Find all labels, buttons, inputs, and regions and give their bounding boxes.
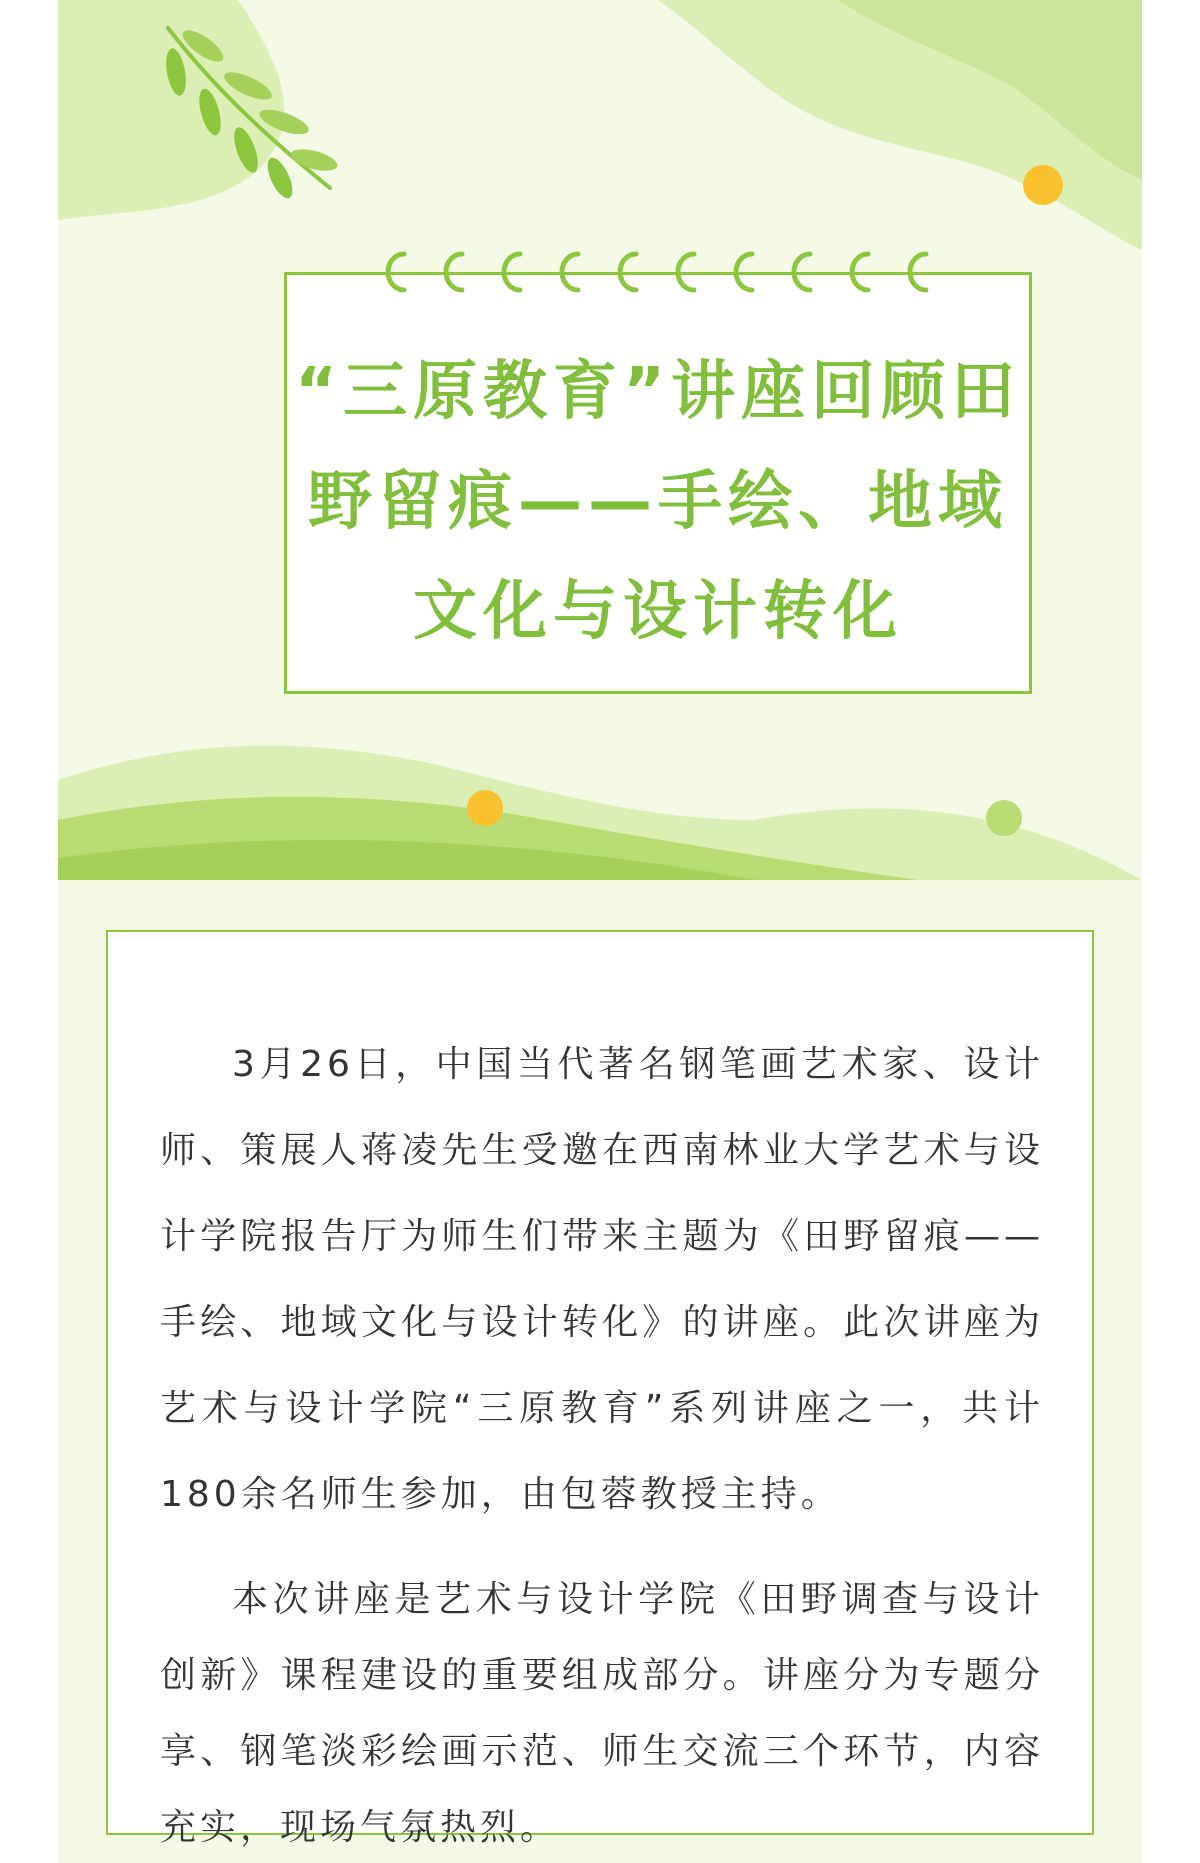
notebook-ring-icon xyxy=(374,244,954,296)
article-paragraph: 本次讲座是艺术与设计学院《田野调查与设计创新》课程建设的重要组成部分。讲座分为专题分享、钢笔淡彩绘画示范、师生交流三个环节，内容充实，现场气氛热烈。 xyxy=(160,1579,1044,1848)
title-card xyxy=(284,272,1032,694)
sun-icon xyxy=(1023,165,1063,205)
header-banner xyxy=(58,0,1142,880)
sun-icon xyxy=(467,790,503,826)
page-title: “三原教育”讲座回顾田野留痕——手绘、地域文化与设计转化 xyxy=(294,355,1022,649)
article-card xyxy=(106,930,1094,1848)
article-paragraph: 3月26日，中国当代著名钢笔画艺术家、设计师、策展人蒋凌先生受邀在西南林业大学艺术与设计学院报告厅为师生们带来主题为《田野留痕——手绘、地域文化与设计转化》的讲座。此次讲座为艺术与设计学院“三原教育”系列讲座之一，共计180余名师生参加，由包蓉教授主持。 xyxy=(160,1044,1044,1515)
article-section xyxy=(58,880,1142,1863)
dot-icon xyxy=(986,800,1022,836)
